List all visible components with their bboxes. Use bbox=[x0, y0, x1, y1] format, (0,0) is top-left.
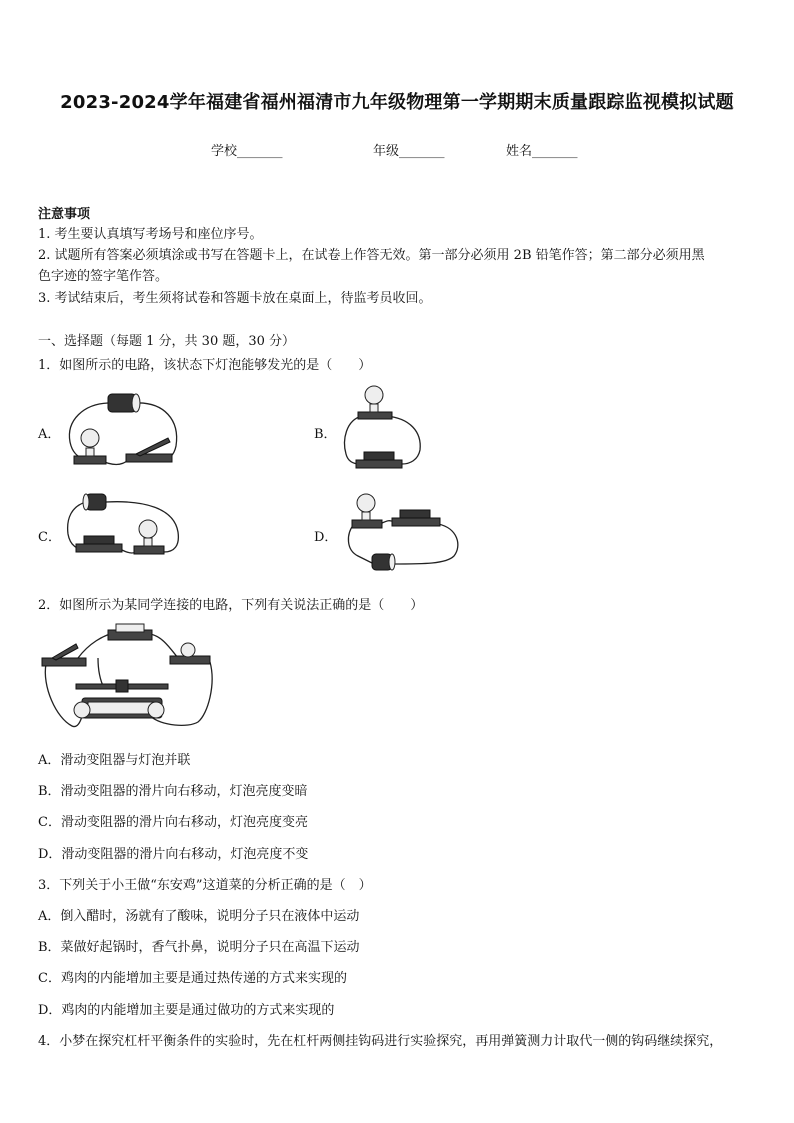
q3-option-a[interactable]: A．倒入醋时，汤就有了酸味，说明分子只在液体中运动 bbox=[38, 909, 360, 924]
grade-field[interactable]: 年级_______ bbox=[373, 144, 445, 159]
q3-option-d[interactable]: D．鸡肉的内能增加主要是通过做功的方式来实现的 bbox=[38, 1003, 335, 1018]
circuit-b-figure bbox=[340, 382, 430, 474]
notes-heading: 注意事项 bbox=[38, 207, 91, 222]
name-field[interactable]: 姓名_______ bbox=[506, 144, 578, 159]
q2-option-d[interactable]: D．滑动变阻器的滑片向右移动，灯泡亮度不变 bbox=[38, 847, 309, 862]
q1-option-a-label[interactable]: A． bbox=[38, 427, 61, 442]
question-1-stem: 1．如图所示的电路，该状态下灯泡能够发光的是（ ） bbox=[38, 358, 372, 373]
q1-option-c-label[interactable]: C． bbox=[38, 530, 61, 545]
question-3-stem: 3．下列关于小王做“东安鸡”这道菜的分析正确的是（ ） bbox=[38, 878, 372, 893]
q1-option-d-label[interactable]: D． bbox=[314, 530, 338, 545]
circuit-q2-figure bbox=[38, 622, 218, 734]
circuit-d-figure bbox=[344, 494, 464, 576]
note-item: 1. 考生要认真填写考场号和座位序号。 bbox=[38, 227, 263, 242]
page-title: 2023-2024学年福建省福州福清市九年级物理第一学期期末质量跟踪监视模拟试题 bbox=[60, 92, 734, 113]
school-field[interactable]: 学校_______ bbox=[211, 144, 283, 159]
q2-option-a[interactable]: A．滑动变阻器与灯泡并联 bbox=[38, 753, 191, 768]
question-2-stem: 2．如图所示为某同学连接的电路，下列有关说法正确的是（ ） bbox=[38, 598, 424, 613]
circuit-a-figure bbox=[64, 390, 184, 470]
question-4-stem: 4．小梦在探究杠杆平衡条件的实验时，先在杠杆两侧挂钩码进行实验探究，再用弹簧测力计取代一侧的钩码继续探究， bbox=[38, 1034, 723, 1049]
q2-option-c[interactable]: C．滑动变阻器的滑片向右移动，灯泡亮度变亮 bbox=[38, 815, 308, 830]
note-item: 2. 试题所有答案必须填涂或书写在答题卡上，在试卷上作答无效。第一部分必须用 2B 铅笔作答；第二部分必须用黑 bbox=[38, 248, 705, 263]
q1-option-b-label[interactable]: B． bbox=[314, 427, 337, 442]
circuit-c-figure bbox=[64, 492, 184, 572]
q3-option-c[interactable]: C．鸡肉的内能增加主要是通过热传递的方式来实现的 bbox=[38, 971, 347, 986]
q2-option-b[interactable]: B．滑动变阻器的滑片向右移动，灯泡亮度变暗 bbox=[38, 784, 308, 799]
note-item: 色字迹的签字笔作答。 bbox=[38, 269, 169, 284]
q3-option-b[interactable]: B．菜做好起锅时，香气扑鼻，说明分子只在高温下运动 bbox=[38, 940, 360, 955]
section-heading: 一、选择题（每题 1 分，共 30 题，30 分） bbox=[38, 334, 296, 349]
note-item: 3. 考试结束后，考生须将试卷和答题卡放在桌面上，待监考员收回。 bbox=[38, 291, 432, 306]
